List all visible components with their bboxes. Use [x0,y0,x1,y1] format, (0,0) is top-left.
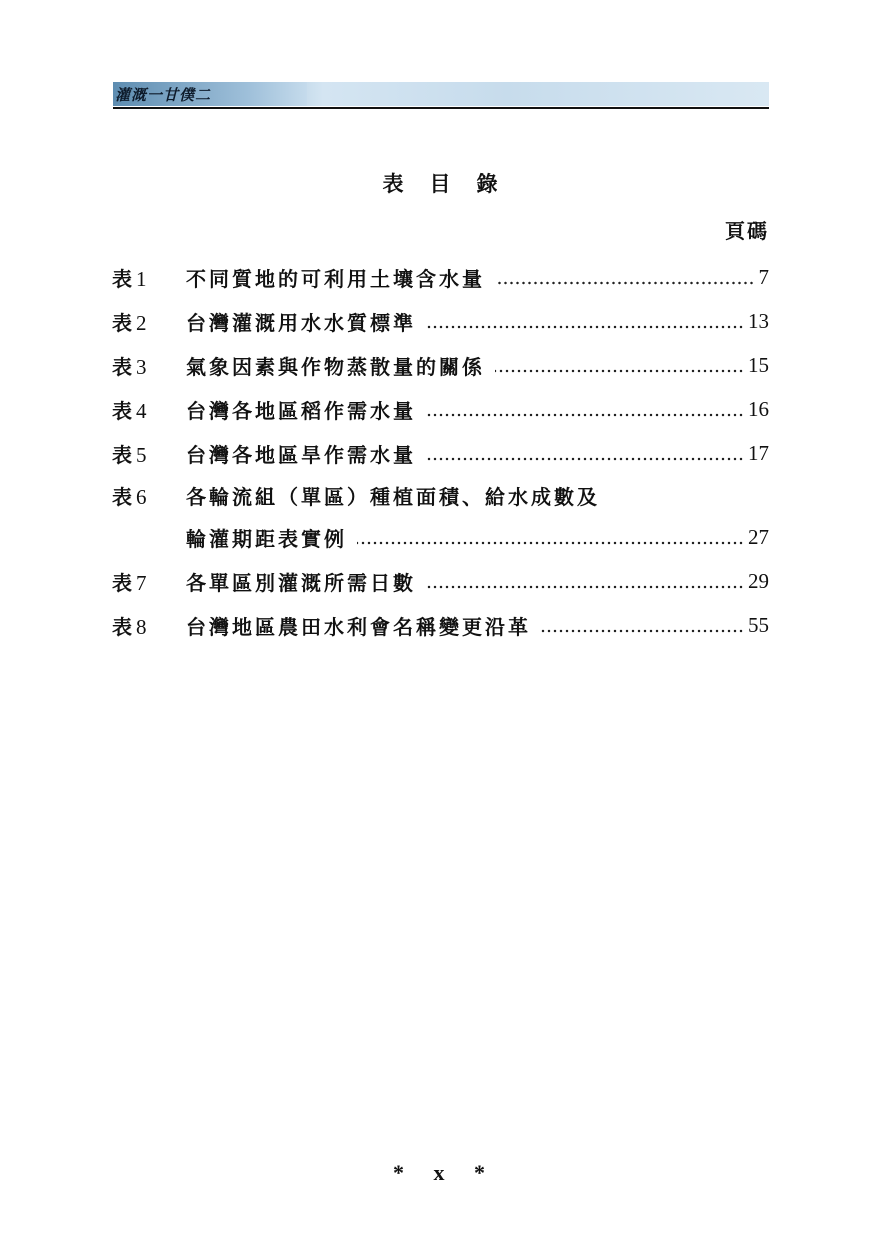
header-bar [113,82,769,106]
dot-leader [495,368,744,374]
header-rule [113,107,769,109]
toc-entry-label: 表 3 [112,354,147,379]
footer-page-number: x [433,1160,447,1185]
toc-entry-page: 29 [748,568,769,593]
toc-entry[interactable] [112,431,769,475]
dot-leader [541,628,744,634]
toc-entry-page: 15 [748,352,769,377]
toc-entry-label: 表 7 [112,570,147,595]
toc-entry-label: 表 2 [112,310,147,335]
toc-entry-label: 表 6 [112,484,147,509]
toc-entry[interactable] [112,559,769,603]
footer-asterisk-right: * [474,1160,487,1185]
toc-entry[interactable] [112,475,769,515]
dot-leader [426,412,744,418]
toc-entry-title: 氣象因素與作物蒸散量的關係 [186,354,485,379]
toc-entry-label: 表 5 [112,442,147,467]
dot-leader [357,540,744,546]
toc-entry-title: 台灣各地區稻作需水量 [186,398,416,423]
toc-entry-title: 台灣各地區旱作需水量 [186,442,416,467]
footer-asterisk-left: * [393,1160,406,1185]
toc-entry[interactable] [112,255,769,299]
toc-entry-continuation[interactable] [112,515,769,559]
toc-entry-page: 7 [758,264,769,289]
dot-leader [495,280,755,286]
page-title: 表目錄 [382,172,524,196]
toc-entry-title-continued: 輪灌期距表實例 [186,526,347,551]
toc-entry-page: 27 [748,524,769,549]
toc-entry-title: 台灣灌溉用水水質標準 [186,310,416,335]
table-of-contents [112,255,769,647]
toc-entry-title: 各輪流組（單區）種植面積、給水成數及 [186,484,600,509]
toc-entry-title: 不同質地的可利用土壤含水量 [186,266,485,291]
toc-entry-page: 16 [748,396,769,421]
dot-leader [426,456,744,462]
page-footer [0,1160,880,1186]
toc-entry[interactable] [112,387,769,431]
toc-entry-label: 表 4 [112,398,147,423]
toc-entry-label: 表 8 [112,614,147,639]
toc-entry-title: 各單區別灌溉所需日數 [186,570,416,595]
toc-entry-page: 17 [748,440,769,465]
dot-leader [426,324,744,330]
toc-entry-title: 台灣地區農田水利會名稱變更沿革 [186,614,531,639]
page-number-column-label: 頁碼 [725,219,769,243]
dot-leader [426,584,744,590]
toc-entry[interactable] [112,299,769,343]
toc-entry-label: 表 1 [112,266,147,291]
toc-entry-page: 13 [748,308,769,333]
toc-entry[interactable] [112,603,769,647]
toc-entry[interactable] [112,343,769,387]
toc-entry-page: 55 [748,612,769,637]
running-header-title: 灌溉一甘僕二 [115,86,212,104]
